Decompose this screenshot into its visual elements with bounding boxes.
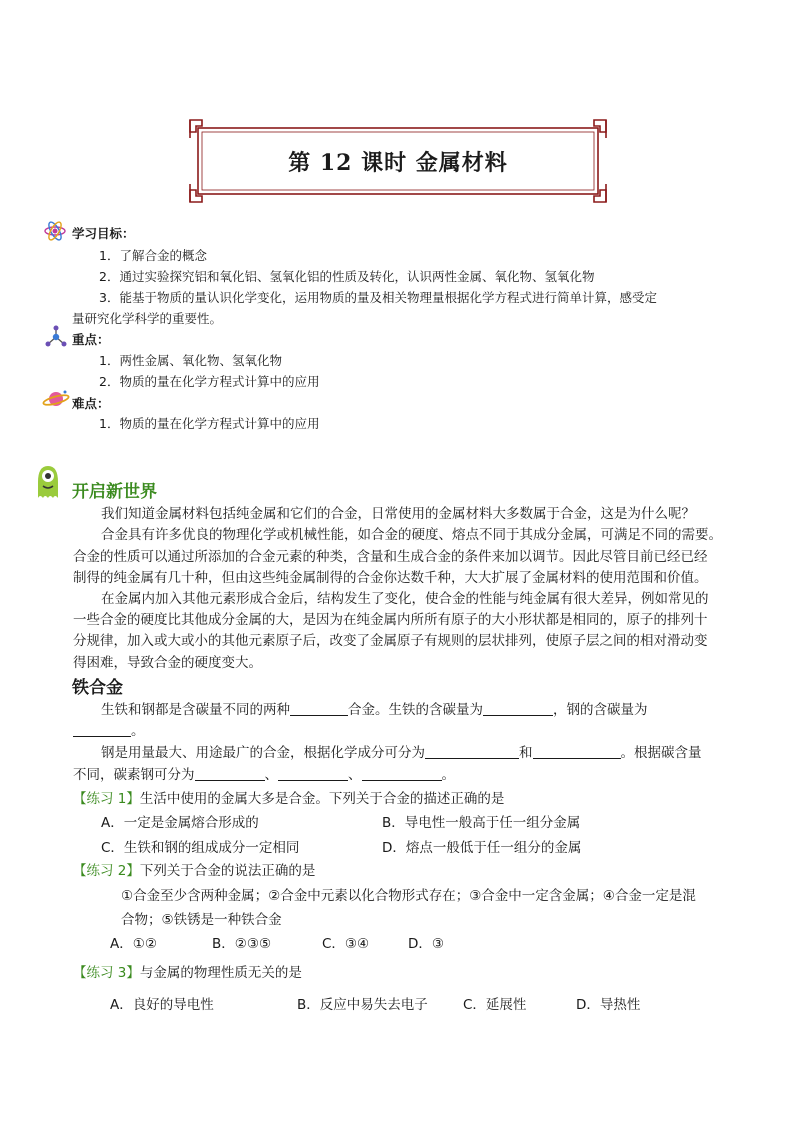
option-d[interactable]: D．熔点一般低于任一组分的金属 [382, 840, 582, 856]
difficulties-label: 难点： [72, 396, 110, 411]
answer-blank[interactable] [483, 701, 553, 716]
objective-item: 1．了解合金的概念 [99, 248, 207, 263]
difficulty-item: 1．物质的量在化学方程式计算中的应用 [99, 416, 320, 431]
molecule-icon [44, 325, 68, 349]
exercise-tag: 【练习 1】 [73, 791, 140, 807]
paragraph-line: 一些合金的硬度比其他成分金属的大，是因为在纯金属内所所有原子的大小形状都是相同的，原子的排列十 [73, 612, 708, 628]
iron-alloy-heading: 铁合金 [72, 678, 123, 698]
key-points-label: 重点： [72, 332, 110, 347]
exercise-tag: 【练习 3】 [73, 965, 140, 981]
paragraph-line: 制得的纯金属有几十种，但由这些纯金属制得的合金你达数千种，大大扩展了金属材料的使用范围和价值。 [73, 570, 708, 586]
option-a[interactable]: A．良好的导电性 [110, 997, 214, 1013]
answer-blank[interactable] [290, 701, 348, 716]
paragraph-line: 合金具有许多优良的物理化学或机械性能，如合金的硬度、熔点不同于其成分金属，可满足不同的需要。 [101, 527, 722, 543]
alien-mascot-icon [32, 462, 64, 502]
option-a[interactable]: A．①② [110, 936, 157, 952]
option-b[interactable]: B．②③⑤ [212, 936, 272, 952]
answer-blank[interactable] [362, 766, 442, 781]
option-c[interactable]: C．生铁和钢的组成成分一定相同 [101, 840, 300, 856]
exercise-2-stem: 【练习 2】下列关于合金的说法正确的是 [73, 863, 316, 879]
answer-blank[interactable] [533, 744, 621, 759]
option-c[interactable]: C．延展性 [463, 997, 527, 1013]
answer-blank[interactable] [278, 766, 348, 781]
atom-icon [44, 220, 66, 242]
answer-blank[interactable] [195, 766, 265, 781]
paragraph-line: 得困难，导致合金的硬度变大。 [73, 655, 262, 671]
new-world-heading: 开启新世界 [72, 482, 157, 502]
fill-blank-line: 。 [73, 719, 145, 739]
fill-blank-line: 不同，碳素钢可分为 、 、 。 [73, 767, 455, 783]
paragraph-line: 合金的性质可以通过所添加的合金元素的种类，含量和生成合金的条件来加以调节。因此尽管目前已经已经 [73, 549, 708, 565]
exercise-2-detail: ①合金至少含两种金属；②合金中元素以化合物形式存在；③合金中一定含金属；④合金一定是混 [121, 888, 696, 904]
option-a[interactable]: A．一定是金属熔合形成的 [101, 815, 259, 831]
exercise-1-stem: 【练习 1】生活中使用的金属大多是合金。下列关于合金的描述正确的是 [73, 791, 505, 807]
paragraph-line: 我们知道金属材料包括纯金属和它们的合金，日常使用的金属材料大多数属于合金，这是为什么呢？ [101, 506, 695, 522]
title-frame [188, 118, 608, 204]
exercise-tag: 【练习 2】 [73, 863, 140, 879]
planet-icon [42, 388, 70, 410]
paragraph-line: 分规律，加入或大或小的其他元素原子后，改变了金属原子有规则的层状排列，使原子层之间的相对滑动变 [73, 633, 708, 649]
exercise-3-stem: 【练习 3】与金属的物理性质无关的是 [73, 965, 302, 981]
key-point-item: 1．两性金属、氧化物、氢氧化物 [99, 353, 282, 368]
option-d[interactable]: D．③ [408, 936, 444, 952]
option-d[interactable]: D．导热性 [576, 997, 641, 1013]
answer-blank[interactable] [73, 722, 131, 737]
fill-blank-line: 生铁和钢都是含碳量不同的两种 合金。生铁的含碳量为 ，钢的含碳量为 [101, 702, 648, 718]
page-title: 第 12 课时 金属材料 [288, 149, 508, 176]
objective-item: 2．通过实验探究铝和氧化铝、氢氧化铝的性质及转化，认识两性金属、氧化物、氢氧化物 [99, 269, 595, 284]
objective-item: 3．能基于物质的量认识化学变化，运用物质的量及相关物理量根据化学方程式进行简单计算，感受定 [99, 290, 657, 305]
key-point-item: 2．物质的量在化学方程式计算中的应用 [99, 374, 320, 389]
objectives-label: 学习目标： [72, 226, 135, 241]
answer-blank[interactable] [425, 744, 519, 759]
objective-item: 量研究化学科学的重要性。 [72, 311, 223, 326]
option-c[interactable]: C．③④ [322, 936, 370, 952]
fill-blank-line: 钢是用量最大、用途最广的合金，根据化学成分可分为 和 。根据碳含量 [101, 745, 702, 761]
option-b[interactable]: B．导电性一般高于任一组分金属 [382, 815, 581, 831]
exercise-2-detail: 合物；⑤铁锈是一种铁合金 [121, 912, 282, 928]
option-b[interactable]: B．反应中易失去电子 [297, 997, 428, 1013]
paragraph-line: 在金属内加入其他元素形成合金后，结构发生了变化，使合金的性能与纯金属有很大差异，例如常见的 [101, 591, 709, 607]
